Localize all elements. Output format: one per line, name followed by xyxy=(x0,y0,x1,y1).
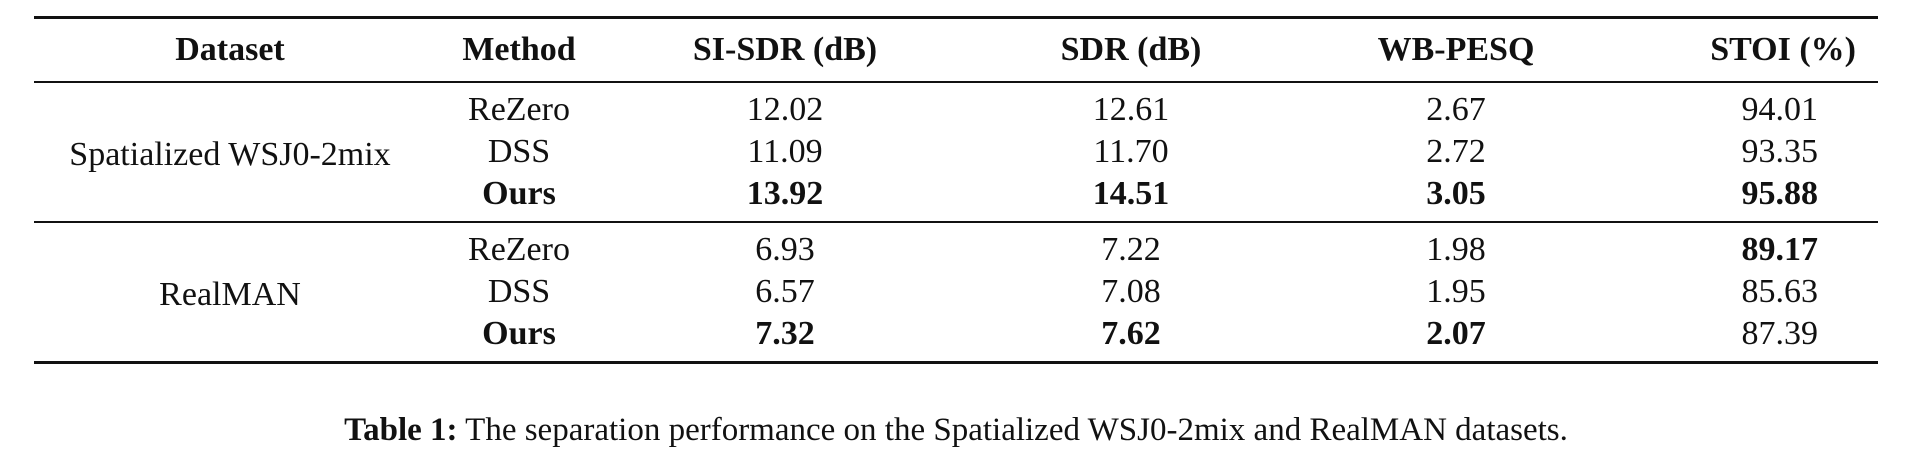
method-cell: Ours xyxy=(482,175,556,212)
sdr-cell: 7.62 xyxy=(1101,315,1161,352)
method-cell: DSS xyxy=(487,133,551,170)
stoi-cell: 89.17 xyxy=(1741,231,1818,268)
si-sdr-cell: 7.32 xyxy=(755,315,815,352)
sdr-cell: 11.70 xyxy=(1093,133,1169,170)
si-sdr-cell: 11.09 xyxy=(747,133,823,170)
sdr-cell: 7.22 xyxy=(1101,231,1161,268)
stoi-cell: 85.63 xyxy=(1741,273,1818,310)
stoi-cell: 93.35 xyxy=(1741,133,1818,170)
caption-label: Table 1: xyxy=(344,412,458,448)
header-sdr: SDR (dB) xyxy=(1060,31,1202,68)
header-stoi: STOI (%) xyxy=(1710,31,1856,68)
dataset-cell: RealMAN xyxy=(159,276,301,313)
sdr-cell: 12.61 xyxy=(1092,91,1170,128)
header-method: Method xyxy=(462,31,576,68)
sdr-cell: 7.08 xyxy=(1101,273,1161,310)
table-header xyxy=(34,18,1878,83)
wb-pesq-cell: 3.05 xyxy=(1426,175,1486,212)
wb-pesq-cell: 2.07 xyxy=(1426,315,1486,352)
results-table xyxy=(34,16,1878,364)
wb-pesq-cell: 2.67 xyxy=(1426,91,1486,128)
group-spatialized-wsj0-2mix xyxy=(34,82,1878,222)
caption-text: The separation performance on the Spatialized WSJ0-2mix and RealMAN datasets. xyxy=(465,412,1568,448)
table-caption xyxy=(0,412,1912,449)
method-cell: ReZero xyxy=(468,231,570,268)
si-sdr-cell: 13.92 xyxy=(746,175,824,212)
header-dataset: Dataset xyxy=(175,31,285,68)
wb-pesq-cell: 1.95 xyxy=(1426,273,1486,310)
results-table-container xyxy=(34,16,1878,364)
method-cell: Ours xyxy=(482,315,556,352)
method-cell: ReZero xyxy=(468,91,570,128)
table-row xyxy=(34,82,1878,131)
si-sdr-cell: 6.57 xyxy=(755,273,815,310)
header-si-sdr: SI-SDR (dB) xyxy=(692,31,878,68)
stoi-cell: 94.01 xyxy=(1741,91,1818,128)
header-row xyxy=(34,18,1878,83)
si-sdr-cell: 6.93 xyxy=(755,231,815,268)
wb-pesq-cell: 2.72 xyxy=(1426,133,1486,170)
sdr-cell: 14.51 xyxy=(1092,175,1170,212)
table-row xyxy=(34,222,1878,271)
dataset-cell: Spatialized WSJ0-2mix xyxy=(69,136,391,173)
group-realman xyxy=(34,222,1878,363)
wb-pesq-cell: 1.98 xyxy=(1426,231,1486,268)
method-cell: DSS xyxy=(487,273,551,310)
si-sdr-cell: 12.02 xyxy=(746,91,824,128)
header-wb-pesq: WB-PESQ xyxy=(1377,31,1535,68)
stoi-cell: 95.88 xyxy=(1741,175,1818,212)
stoi-cell: 87.39 xyxy=(1741,315,1818,352)
